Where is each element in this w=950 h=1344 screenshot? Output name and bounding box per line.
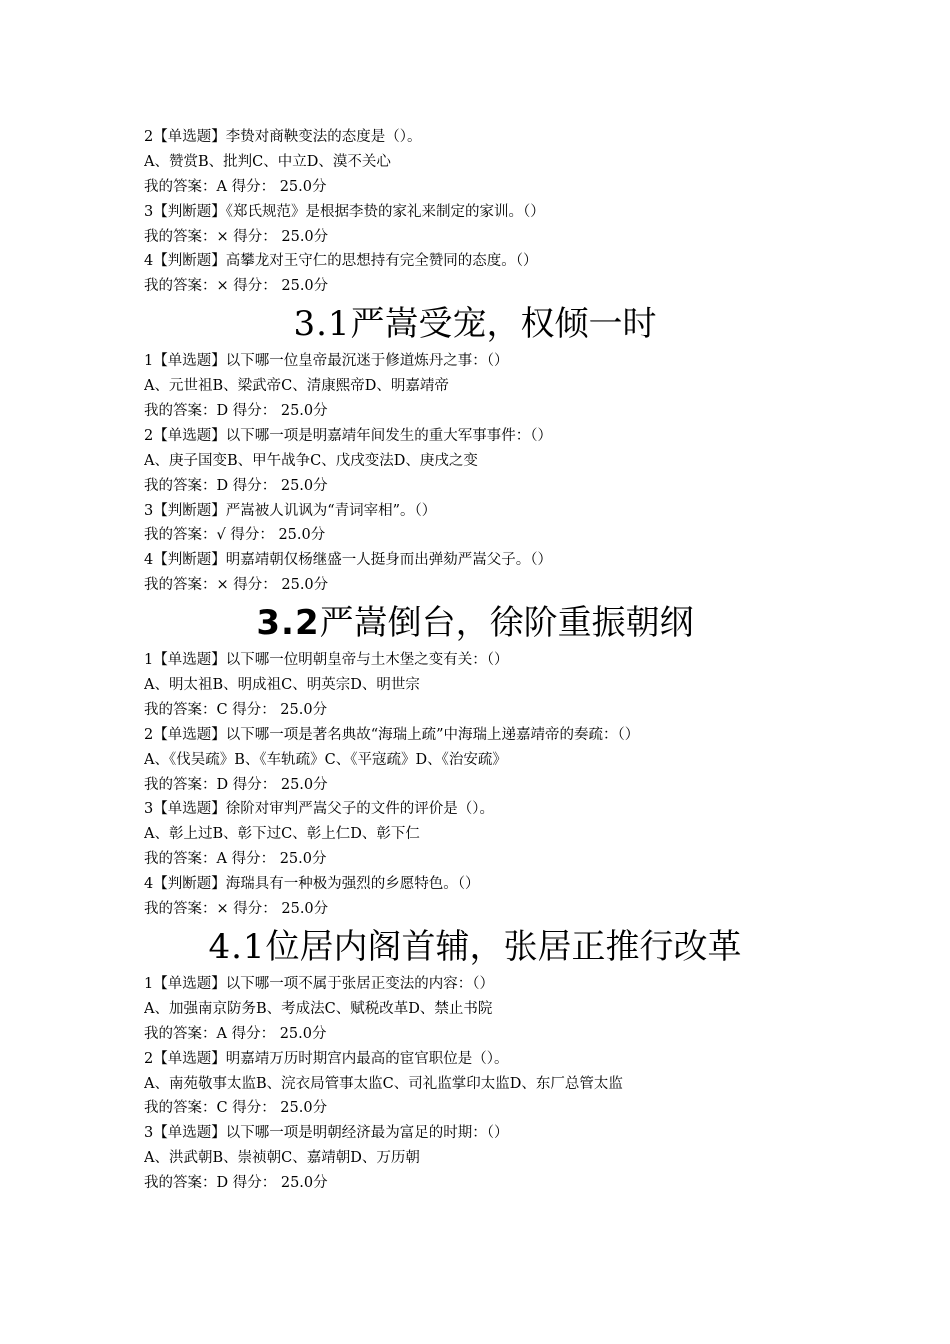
answer-line: 我的答案：A 得分： 25.0分 [144, 851, 327, 868]
answer-line: 我的答案：× 得分： 25.0分 [144, 228, 329, 245]
section-number: 3.2 [256, 603, 320, 644]
question-line: 2【单选题】以下哪一项是著名典故“海瑞上疏”中海瑞上递嘉靖帝的奏疏：（） [144, 726, 640, 743]
section-number: 4.1 [208, 926, 266, 967]
section-title: 位居内阁首辅，张居正推行改革 [265, 926, 742, 967]
question-line: 2【单选题】李贽对商鞅变法的态度是（）。 [144, 129, 422, 145]
question-line: 3【判断题】严嵩被人讥讽为“青词宰相”。（） [144, 502, 437, 519]
question-line: 4【判断题】海瑞具有一种极为强烈的乡愿特色。（） [144, 876, 480, 893]
section-number: 3.1 [293, 304, 351, 345]
answer-line: 我的答案：× 得分： 25.0分 [144, 577, 329, 594]
question-line: 4【判断题】高攀龙对王守仁的思想持有完全赞同的态度。（） [144, 253, 538, 270]
options-line: A、南苑敬事太监B、浣衣局管事太监C、司礼监掌印太监D、东厂总管太监 [144, 1075, 623, 1092]
options-line: A、加强南京防务B、考成法C、赋税改革D、禁止书院 [144, 1000, 493, 1017]
options-line: A、彰上过B、彰下过C、彰上仁D、彰下仁 [144, 826, 420, 843]
document-body [144, 125, 824, 1196]
answer-line: 我的答案：A 得分： 25.0分 [144, 1025, 327, 1042]
options-line: A、《伐吴疏》B、《车轨疏》C、《平寇疏》D、《治安疏》 [144, 751, 507, 768]
answer-line: 我的答案：D 得分： 25.0分 [144, 1175, 328, 1192]
question-line: 1【单选题】以下哪一项不属于张居正变法的内容：（） [144, 975, 494, 992]
question-line: 4【判断题】明嘉靖朝仅杨继盛一人挺身而出弹劾严嵩父子。（） [144, 552, 552, 569]
answer-line: 我的答案：√ 得分： 25.0分 [144, 527, 326, 544]
question-line: 3【单选题】徐阶对审判严嵩父子的文件的评价是（）。 [144, 801, 494, 818]
answer-line: 我的答案：D 得分： 25.0分 [144, 403, 328, 420]
answer-line: 我的答案：C 得分： 25.0分 [144, 1100, 328, 1117]
section-heading [0, 922, 950, 972]
section-title: 严嵩倒台，徐阶重振朝纲 [319, 603, 694, 644]
answer-line: 我的答案：A 得分： 25.0分 [144, 178, 327, 195]
section-heading [0, 299, 950, 349]
question-line: 3【判断题】《郑氏规范》是根据李贽的家礼来制定的家训。（） [144, 203, 545, 220]
options-line: A、明太祖B、明成祖C、明英宗D、明世宗 [144, 677, 420, 694]
answer-line: 我的答案：D 得分： 25.0分 [144, 477, 328, 494]
section-title: 严嵩受宠，权倾一时 [350, 304, 657, 345]
answer-line: 我的答案：× 得分： 25.0分 [144, 278, 329, 295]
question-line: 1【单选题】以下哪一位明朝皇帝与土木堡之变有关：（） [144, 652, 509, 669]
options-line: A、元世祖B、梁武帝C、清康熙帝D、明嘉靖帝 [144, 378, 449, 395]
options-line: A、赞赏B、批判C、中立D、漠不关心 [144, 153, 391, 170]
question-line: 2【单选题】以下哪一项是明嘉靖年间发生的重大军事事件：（） [144, 427, 552, 444]
options-line: A、洪武朝B、崇祯朝C、嘉靖朝D、万历朝 [144, 1150, 420, 1167]
question-line: 1【单选题】以下哪一位皇帝最沉迷于修道炼丹之事：（） [144, 353, 509, 370]
question-line: 3【单选题】以下哪一项是明朝经济最为富足的时期：（） [144, 1125, 509, 1142]
answer-line: 我的答案：D 得分： 25.0分 [144, 776, 328, 793]
section-heading [0, 598, 950, 648]
options-line: A、庚子国变B、甲午战争C、戊戌变法D、庚戌之变 [144, 452, 478, 469]
question-line: 2【单选题】明嘉靖万历时期宫内最高的宦官职位是（）。 [144, 1050, 509, 1067]
answer-line: 我的答案：× 得分： 25.0分 [144, 901, 329, 918]
answer-line: 我的答案：C 得分： 25.0分 [144, 701, 328, 718]
